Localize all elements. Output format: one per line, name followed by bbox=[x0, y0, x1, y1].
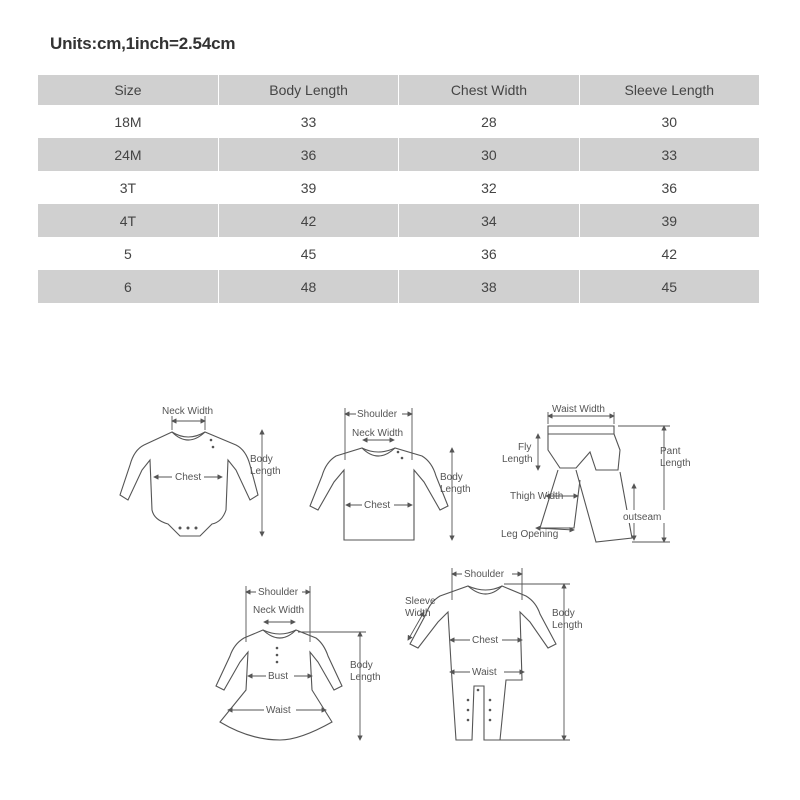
header-size: Size bbox=[38, 75, 218, 105]
shirt-shoulder-label: Shoulder bbox=[357, 409, 398, 420]
jumpsuit-body-label: Body bbox=[552, 608, 575, 619]
measurement-diagrams-svg bbox=[0, 390, 800, 770]
cell-chest-width: 30 bbox=[399, 138, 579, 171]
shirt-chest-label: Chest bbox=[364, 500, 391, 511]
cell-sleeve-length: 42 bbox=[579, 237, 759, 270]
pants-pant-label: Pant bbox=[660, 446, 681, 457]
measurement-diagrams bbox=[0, 390, 800, 770]
romper-length-label: Length bbox=[250, 466, 281, 477]
dress-body-label: Body bbox=[350, 660, 373, 671]
cell-chest-width: 38 bbox=[399, 270, 579, 303]
cell-body-length: 33 bbox=[218, 105, 398, 138]
table-row bbox=[38, 138, 760, 171]
cell-body-length: 48 bbox=[218, 270, 398, 303]
pants-thigh-width-label: Thigh Width bbox=[510, 491, 564, 502]
shirt-length-label: Length bbox=[440, 484, 471, 495]
cell-size: 4T bbox=[38, 204, 218, 237]
romper-chest-label: Chest bbox=[175, 472, 202, 483]
dress-neck-width-label: Neck Width bbox=[253, 605, 305, 616]
shirt-neck-width-label: Neck Width bbox=[352, 428, 404, 439]
romper-neck-width-label: Neck Width bbox=[162, 406, 214, 417]
shirt-body-label: Body bbox=[440, 472, 463, 483]
cell-chest-width: 32 bbox=[399, 171, 579, 204]
table-header-row bbox=[38, 75, 760, 105]
pants-pant-length-label: Length bbox=[660, 458, 691, 469]
cell-sleeve-length: 30 bbox=[579, 105, 759, 138]
size-chart-table bbox=[38, 75, 760, 303]
header-sleeve-length: Sleeve Length bbox=[579, 75, 759, 105]
cell-sleeve-length: 36 bbox=[579, 171, 759, 204]
cell-body-length: 39 bbox=[218, 171, 398, 204]
dress-bust-label: Bust bbox=[268, 671, 289, 682]
header-chest-width: Chest Width bbox=[399, 75, 579, 105]
cell-chest-width: 36 bbox=[399, 237, 579, 270]
cell-body-length: 36 bbox=[218, 138, 398, 171]
pants-leg-opening-label: Leg Opening bbox=[501, 529, 559, 540]
pants-fly-label: Fly bbox=[518, 442, 532, 453]
cell-size: 6 bbox=[38, 270, 218, 303]
jumpsuit-chest-label: Chest bbox=[472, 635, 499, 646]
pants-outseam-label: outseam bbox=[623, 512, 662, 523]
cell-chest-width: 28 bbox=[399, 105, 579, 138]
table-row bbox=[38, 270, 760, 303]
jumpsuit-sleeve-label: Sleeve bbox=[405, 596, 436, 607]
cell-size: 3T bbox=[38, 171, 218, 204]
table-row bbox=[38, 105, 760, 138]
table-row bbox=[38, 237, 760, 270]
cell-sleeve-length: 45 bbox=[579, 270, 759, 303]
jumpsuit-length-label: Length bbox=[552, 620, 583, 631]
cell-size: 24M bbox=[38, 138, 218, 171]
table-row bbox=[38, 171, 760, 204]
cell-sleeve-length: 39 bbox=[579, 204, 759, 237]
shirt-diagram bbox=[310, 407, 471, 540]
header-body-length: Body Length bbox=[218, 75, 398, 105]
cell-size: 18M bbox=[38, 105, 218, 138]
pants-fly-length-label: Length bbox=[502, 454, 533, 465]
cell-sleeve-length: 33 bbox=[579, 138, 759, 171]
jumpsuit-width-label: Width bbox=[405, 608, 431, 619]
dress-diagram bbox=[216, 585, 381, 740]
dress-waist-label: Waist bbox=[266, 705, 291, 716]
cell-body-length: 45 bbox=[218, 237, 398, 270]
pants-waist-width-label: Waist Width bbox=[552, 404, 605, 415]
cell-chest-width: 34 bbox=[399, 204, 579, 237]
jumpsuit-waist-label: Waist bbox=[472, 667, 497, 678]
jumpsuit-diagram bbox=[405, 567, 583, 740]
romper-diagram bbox=[120, 406, 281, 536]
table-row bbox=[38, 204, 760, 237]
cell-size: 5 bbox=[38, 237, 218, 270]
dress-length-label: Length bbox=[350, 672, 381, 683]
units-note: Units:cm,1inch=2.54cm bbox=[50, 34, 236, 53]
romper-body-label: Body bbox=[250, 454, 273, 465]
pants-diagram bbox=[501, 404, 691, 542]
jumpsuit-shoulder-label: Shoulder bbox=[464, 569, 505, 580]
dress-shoulder-label: Shoulder bbox=[258, 587, 299, 598]
cell-body-length: 42 bbox=[218, 204, 398, 237]
